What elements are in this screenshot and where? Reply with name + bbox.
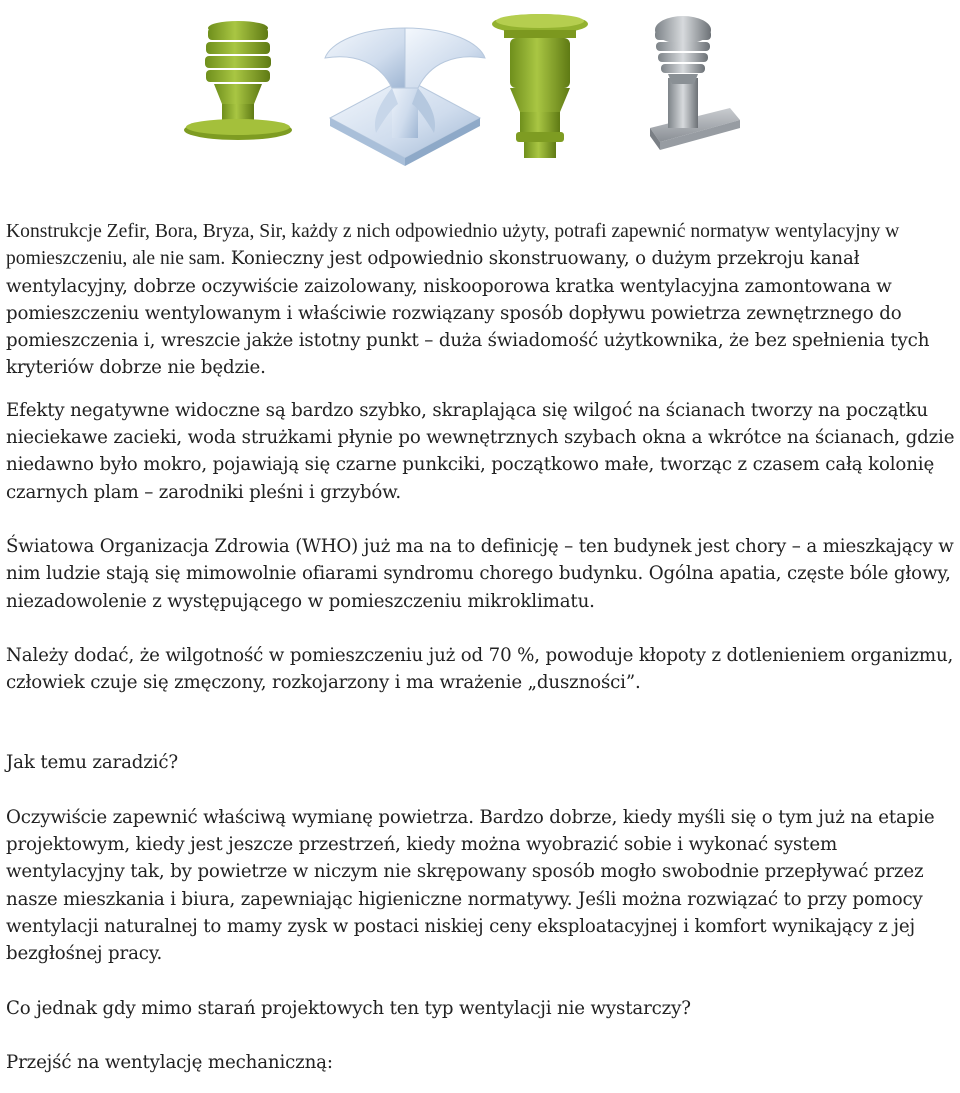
paragraph-question: Jak temu zaradzić? — [6, 752, 178, 774]
article-body — [6, 218, 958, 1076]
ventilation-caps-illustration — [180, 8, 740, 183]
paragraph-1-text: Konieczny jest odpowiednio skonstruowany, o dużym przekroju kanał wentylacyjny, dobrze oczywiście zaizolowany, niskooporowa kratka wentylacyjna zamontowana w pomieszczeniu wentylowanym i właściwie rozwiązany sposób dopływu powietrza zewnętrznego do pomieszczenia i, wreszcie jakże istotny punkt – duża świadomość użytkownika, że bez spełnienia tych kryteriów dobrze nie będzie. — [6, 248, 930, 379]
paragraph-4: Należy dodać, że wilgotność w pomieszczeniu już od 70 %, powoduje kłopoty z dotlenieniem organizmu, człowiek czuje się zmęczony, rozkojarzony i ma wrażenie „duszności”. — [6, 644, 954, 694]
paragraph-6: Co jednak gdy mimo starań projektowych ten typ wentylacji nie wystarczy? — [6, 997, 691, 1019]
paragraph-2: Efekty negatywne widoczne są bardzo szybko, skraplająca się wilgoć na ścianach tworzy na początku nieciekawe zacieki, woda strużkami płynie po wewnętrznych szybach okna a wkrótce na ścianach, gdzie niedawno było mokro, pojawiają się czarne punkciki, początkowo małe, tworząc z czasem całą kolonię czarnych plam – zarodniki pleśni i grzybów. — [6, 399, 955, 503]
paragraph-5: Oczywiście zapewnić właściwą wymianę powietrza. Bardzo dobrze, kiedy myśli się o tym już na etapie projektowym, kiedy jest jeszcze przestrzeń, kiedy można wyobrazić sobie i wykonać system wentylacyjny tak, by powietrze w niczym nie skrępowany sposób mogło swobodnie przepływać przez nasze mieszkania i biura, zapewniając higieniczne normatywy. Jeśli można rozwiązać to przy pomocy wentylacji naturalnej to mamy zysk w postaci niskiej ceny eksploatacyjnej i komfort wynikający z jej bezgłośnej pracy. — [6, 806, 935, 965]
green-louvred-cap-image — [184, 21, 292, 140]
paragraph-1-lead: Konstrukcje Zefir, Bora, Bryza, Sir, każdy z nich odpowiednio użyty, potrafi zapewnić normatyw wentylacyjny w pomieszczeniu, ale nie sam. — [6, 221, 900, 270]
green-mushroom-cap-image — [492, 14, 588, 158]
ventilation-caps-figure — [180, 8, 740, 183]
paragraph-1 — [6, 218, 958, 382]
paragraph-3: Światowa Organizacja Zdrowia (WHO) już ma na to definicję – ten budynek jest chory – a mieszkający w nim ludzie stają się mimowolnie ofiarami syndromu chorego budynku. Ogólna apatia, częste bóle głowy, niezadowolenie z występującego w pomieszczeniu mikroklimatu. — [6, 535, 954, 612]
grey-turbine-cap-image — [650, 16, 740, 150]
paragraph-7: Przejść na wentylację mechaniczną: — [6, 1051, 333, 1073]
white-turbine-cap-image — [325, 28, 485, 166]
